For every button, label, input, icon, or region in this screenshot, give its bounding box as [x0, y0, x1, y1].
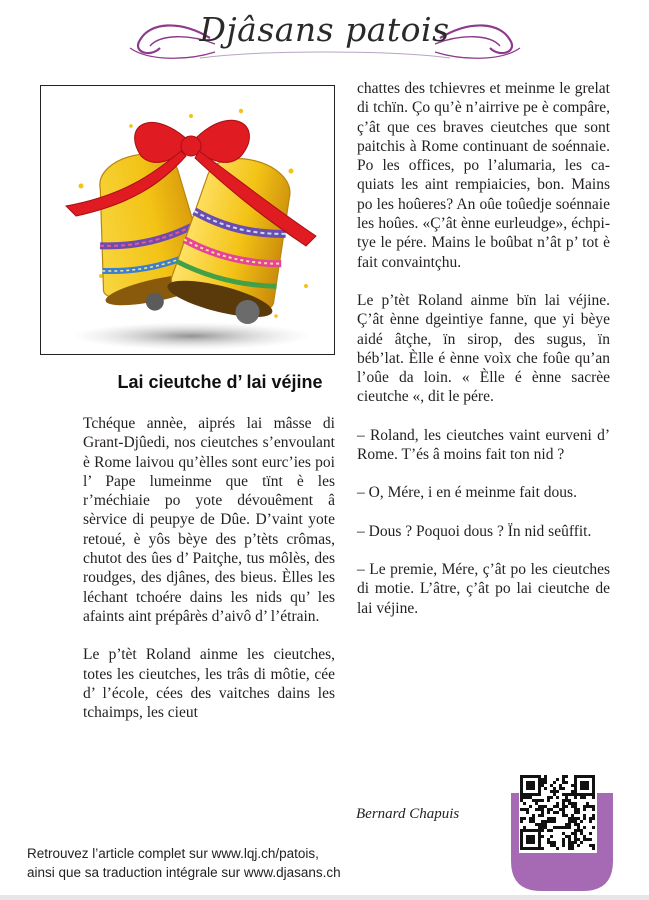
masthead: [0, 0, 649, 80]
article-column-left: [83, 414, 335, 722]
article-column-right: [357, 79, 610, 618]
masthead-title: Djâsans patois: [199, 10, 450, 49]
bells-icon: [41, 86, 334, 354]
author-signature: Bernard Chapuis: [356, 806, 460, 822]
dialogue-line: – O, Mére, i en é meinme fait dous.: [357, 484, 577, 502]
bottom-rule: [0, 895, 649, 900]
paragraph: Tchéque annèe, aiprés lai mâsse di Grant-Djûedi, nos cieutches s’envoulant è Rome laivou qu’èlles sont eurc’ies poi l’ Pape lumeinme que tïnt è les r’méchiaie po yote dévouêment â sèrvice di peupye de Dûe. D’vaint yote retoué, è yôs bèye des p’tèts crômas, chutot des ûes d’ Paitçhe, tus môlès, des roudges, des djânes, des bieus. Èlles les léchant tchoére dains les nids qu’ les afaints aint prépârès d’aivô d’ l’étrain.: [83, 415, 335, 625]
footer: [27, 845, 341, 882]
footer-line-article: Retrouvez l’article complet sur www.lqj.ch/patois,: [27, 846, 319, 861]
dialogue-line: – Le premie, Mére, ç’ât po les cieutches di motie. L’âtre, ç’ât po lai cieutche de lai véjine.: [357, 560, 610, 617]
qr-code-icon: [511, 773, 613, 891]
qr-code-link[interactable]: [511, 773, 613, 891]
bells-illustration: [40, 85, 335, 355]
dialogue-line: – Dous ? Poquoi dous ? Ïn nid seûffit.: [357, 522, 592, 540]
footer-line-translation: ainsi que sa traduction intégrale sur www.djasans.ch: [27, 864, 341, 880]
paragraph: Le p’tèt Roland ainme les cieutches, totes les cieutches, les trâs di môtie, cée d’ l’école, cées des vaitches dains les tchaimps, les cieut: [83, 646, 335, 722]
paragraph: Le p’tèt Roland ainme bïn lai véjine. Ç’ât ènne dgeintiye fanne, que yi bèye aidé âtçhe, ïn sirop, des sugus, ïn béb’lat. Èlle é ènne voìx che foûe qu’an l’oûe da loin. « Èlle é ènne sacrèe cieutche «, dit le pére.: [357, 291, 610, 406]
paragraph: chattes des tchievres et meinme le grelat di tchïn. Ço qu’è n’airrive pe è compâre, ç’ât que ces braves cieutches que sont paitchis à Rome continuant de soénnaie. Po les offices, po l’alumaria, les caquiats les aint rempiaicies, bon. Mains po les hoûeres? An oûe toûedje soénnaie les hoûes. «Ç’ât ènne eurleudge», échpitye le pére. Mains le boûbat n’ât p’ tot è fait convaintçhu.: [357, 80, 610, 271]
article-title: Lai cieutche d’ lai véjine: [117, 372, 323, 392]
dialogue-line: – Roland, les cieutches vaint eurveni d’ Rome. T’és â moins fait ton nid ?: [357, 426, 610, 464]
